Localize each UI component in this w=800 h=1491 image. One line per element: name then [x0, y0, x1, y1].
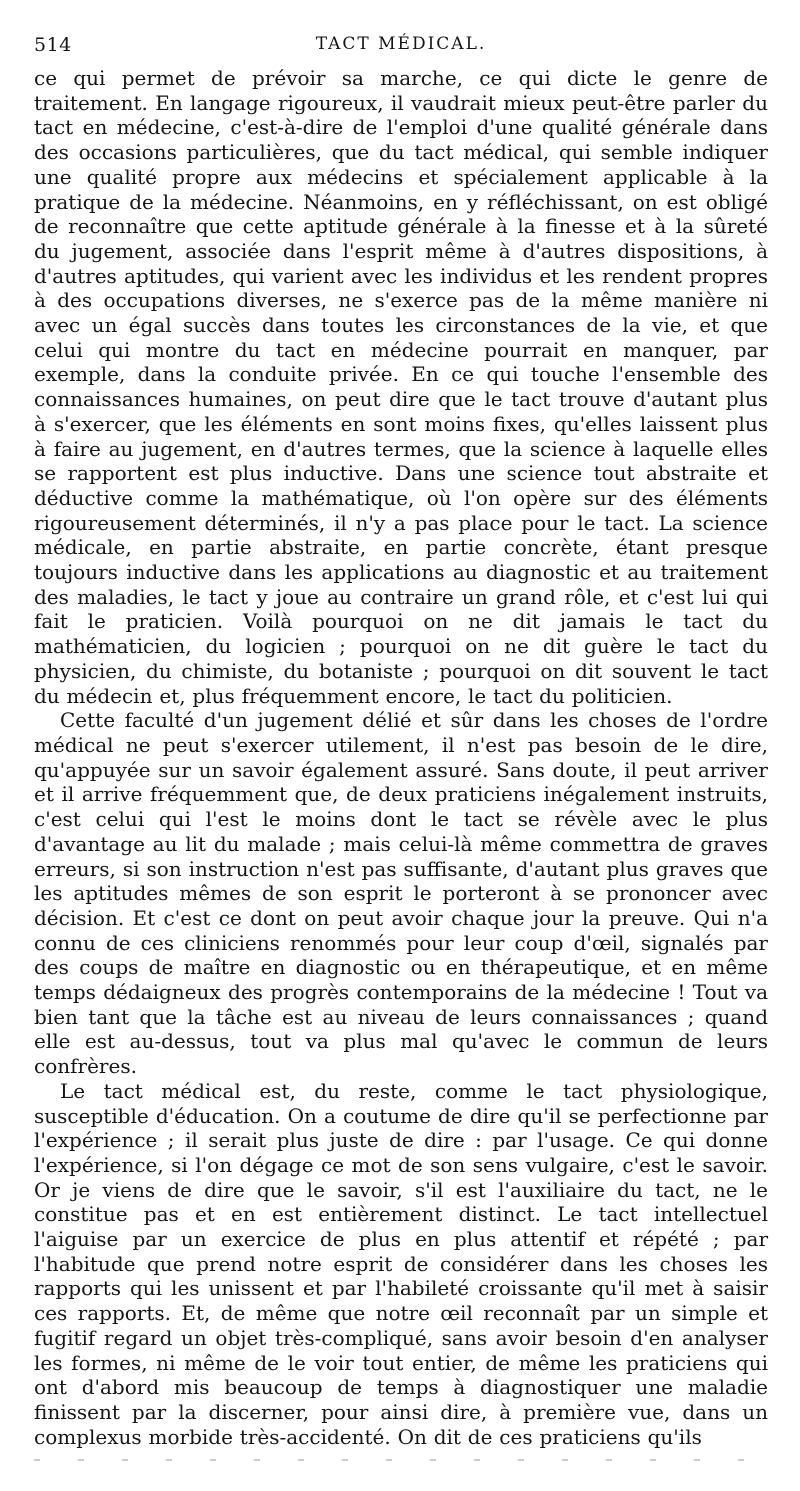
book-page: [34, 30, 768, 1449]
page-header: [34, 30, 768, 58]
footer-dashed-rule: [34, 1455, 768, 1465]
paragraph-3: Le tact médical est, du reste, comme le tact physiologique, susceptible d'éducation. On a coutume de dire qu'il se perfectionne par l'expérience ; il serait plus juste de dire : par l'usage. Ce qui donne l'expérience, si l'on dégage ce mot de son sens vulgaire, c'est le savoir. Or je viens de dire que le savoir, s'il est l'auxiliaire du tact, ne le constitue pas et en est entièrement distinct. Le tact intellectuel l'aiguise par un exercice de plus en plus attentif et répété ; par l'habitude que prend notre esprit de considérer dans les choses les rapports qui les unissent et par l'habileté croissante qu'il met à saisir ces rapports. Et, de même que notre œil reconnaît par un simple et fugitif regard un objet très-compliqué, sans avoir besoin d'en analyser les formes, ni même de le voir tout entier, de même les praticiens qui ont d'abord mis beaucoup de temps à diagnostiquer une maladie finissent par la discerner, pour ainsi dire, à première vue, dans un complexus morbide très-accidenté. On dit de ces praticiens qu'ils: [34, 1078, 768, 1449]
paragraph-1: ce qui permet de prévoir sa marche, ce qui dicte le genre de traitement. En langage rigoureux, il vaudrait mieux peut-être parler du tact en médecine, c'est-à-dire de l'emploi d'une qualité générale dans des occasions particulières, que du tact médical, qui semble indiquer une qualité propre aux médecins et spécialement applicable à la pratique de la médecine. Néanmoins, en y réfléchissant, on est obligé de reconnaître que cette aptitude générale à la finesse et à la sûreté du jugement, associée dans l'esprit même à d'autres dispositions, à d'autres aptitudes, qui varient avec les individus et les rendent propres à des occupations diverses, ne s'exerce pas de la même manière ni avec un égal succès dans toutes les circonstances de la vie, et que celui qui montre du tact en médecine pourrait en manquer, par exemple, dans la conduite privée. En ce qui touche l'ensemble des connaissances humaines, on peut dire que le tact trouve d'autant plus à s'exercer, que les éléments en sont moins fixes, qu'elles laissent plus à faire au jugement, en d'autres termes, que la science à laquelle elles se rapportent est plus inductive. Dans une science tout abstraite et déductive comme la mathématique, où l'on opère sur des éléments rigoureusement déterminés, il n'y a pas place pour le tact. La science médicale, en partie abstraite, en partie concrète, étant presque toujours inductive dans les applications au diagnostic et au traitement des maladies, le tact y joue au contraire un grand rôle, et c'est lui qui fait le praticien. Voilà pourquoi on ne dit jamais le tact du mathématicien, du logicien ; pourquoi on ne dit guère le tact du physicien, du chimiste, du botaniste ; pourquoi on dit souvent le tact du médecin et, plus fréquemment encore, le tact du politicien.: [34, 66, 768, 708]
running-title: TACT MÉDICAL.: [315, 34, 487, 54]
paragraph-2: Cette faculté d'un jugement délié et sûr dans les choses de l'ordre médical ne peut s'exercer utilement, il n'est pas besoin de le dire, qu'appuyée sur un savoir également assuré. Sans doute, il peut arriver et il arrive fréquemment que, de deux praticiens inégalement instruits, c'est celui qui l'est le moins dont le tact se révèle avec le plus d'avantage au lit du malade ; mais celui-là même commettra de graves erreurs, si son instruction n'est pas suffisante, d'autant plus graves que les aptitudes mêmes de son esprit le porteront à se prononcer avec décision. Et c'est ce dont on peut avoir chaque jour la preuve. Qui n'a connu de ces cliniciens renommés pour leur coup d'œil, signalés par des coups de maître en diagnostic ou en thérapeutique, et en même temps dédaigneux des progrès contemporains de la médecine ! Tout va bien tant que la tâche est au niveau de leurs connaissances ; quand elle est au-dessus, tout va plus mal qu'avec le commun de leurs confrères.: [34, 708, 768, 1079]
body-text: [34, 66, 768, 1449]
page-number: 514: [34, 34, 72, 56]
